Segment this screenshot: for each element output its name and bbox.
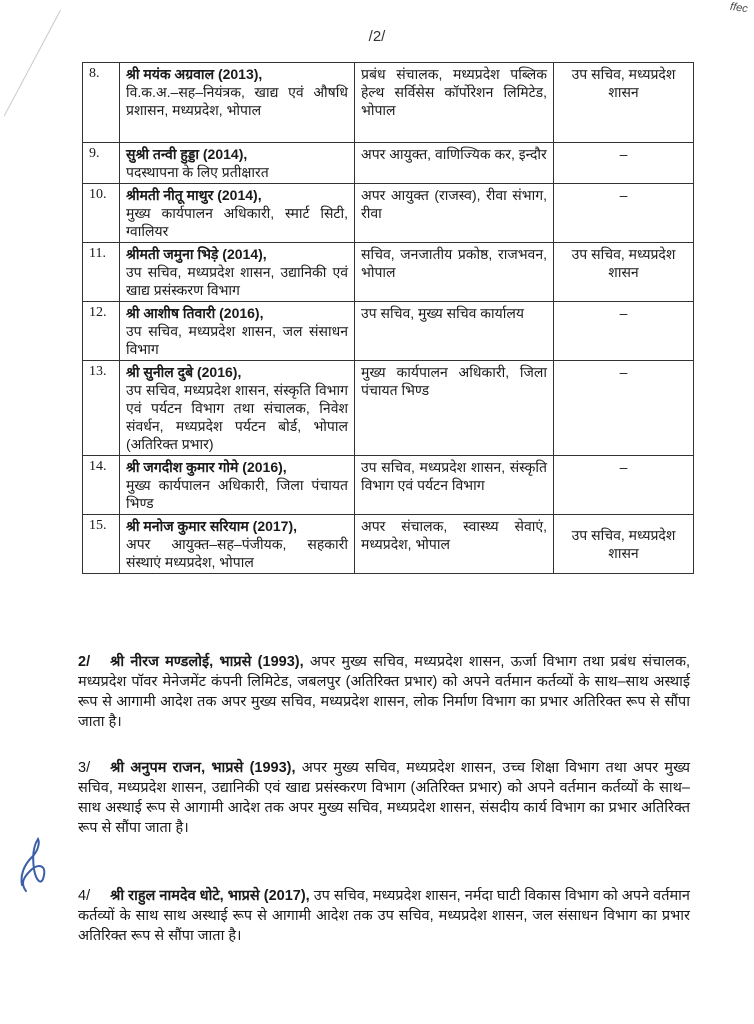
additional-charge: – — [554, 143, 694, 184]
table-row — [83, 184, 694, 243]
table-row — [83, 456, 694, 515]
additional-charge: – — [554, 302, 694, 361]
additional-charge: उप सचिव, मध्यप्रदेश शासन — [554, 515, 694, 574]
order-paragraph-3 — [78, 758, 690, 838]
officer-cell — [120, 184, 355, 243]
additional-charge: – — [554, 361, 694, 456]
officer-cell — [120, 361, 355, 456]
table-row — [83, 243, 694, 302]
officer-name: श्री नीरज मण्डलोई, भाप्रसे (1993), — [110, 654, 304, 670]
table-row — [83, 143, 694, 184]
officer-cell — [120, 63, 355, 143]
paragraph-text: अपर मुख्य सचिव, मध्यप्रदेश शासन, ऊर्जा विभाग तथा प्रबंध संचालक, मध्यप्रदेश पॉवर मेनेजमेंट कंपनी लिमिटेड, जबलपुर (अतिरिक्त प्रभार) को अपने वर्तमान कर्तव्यों के साथ–साथ अस्थाई रूप से आगामी आदेश तक अपर मुख्य सचिव, मध्यप्रदेश शासन, लोक निर्माण विभाग का प्रभार अतिरिक्त रूप से सौंपा जाता है। — [78, 654, 690, 730]
officer-name: श्री आशीष तिवारी (2016), — [126, 305, 264, 321]
officer-cell — [120, 302, 355, 361]
serial-number: 14. — [83, 456, 120, 515]
officer-cell — [120, 515, 355, 574]
new-post: उप सचिव, मध्यप्रदेश शासन, संस्कृति विभाग एवं पर्यटन विभाग — [355, 456, 554, 515]
serial-number: 15. — [83, 515, 120, 574]
officer-name: श्रीमती नीतू माथुर (2014), — [126, 187, 262, 203]
officer-cell — [120, 143, 355, 184]
new-post: अपर संचालक, स्वास्थ्य सेवाएं, मध्यप्रदेश, भोपाल — [355, 515, 554, 574]
table-row — [83, 361, 694, 456]
additional-charge: उप सचिव, मध्यप्रदेश शासन — [554, 243, 694, 302]
page-number: /2/ — [368, 28, 386, 45]
paragraph-text: उप सचिव, मध्यप्रदेश शासन, नर्मदा घाटी विकास विभाग को अपने वर्तमान कर्तव्यों के साथ साथ अस्थाई रूप से आगामी आदेश तक उप सचिव, मध्यप्रदेश शासन, जल संसाधन विभाग का प्रभार अतिरिक्त रूप से सौंपा जाता है। — [78, 888, 690, 944]
paragraph-number: 4/ — [78, 888, 91, 904]
current-post: पदस्थापना के लिए प्रतीक्षारत — [126, 164, 269, 180]
order-paragraph-4 — [78, 886, 690, 946]
table-row — [83, 515, 694, 574]
new-post: उप सचिव, मुख्य सचिव कार्यालय — [355, 302, 554, 361]
new-post: अपर आयुक्त, वाणिज्यिक कर, इन्दौर — [355, 143, 554, 184]
officer-cell — [120, 243, 355, 302]
officer-name: श्री मयंक अग्रवाल (2013), — [126, 66, 263, 82]
additional-charge: उप सचिव, मध्यप्रदेश शासन — [554, 63, 694, 143]
officer-name: श्री अनुपम राजन, भाप्रसे (1993), — [110, 760, 296, 776]
serial-number: 11. — [83, 243, 120, 302]
officer-name: श्री सुनील दुबे (2016), — [126, 364, 242, 380]
officer-name: श्री जगदीश कुमार गोमे (2016), — [126, 459, 287, 475]
serial-number: 12. — [83, 302, 120, 361]
new-post: अपर आयुक्त (राजस्व), रीवा संभाग, रीवा — [355, 184, 554, 243]
officer-name: सुश्री तन्वी हुड्डा (2014), — [126, 146, 248, 162]
paragraph-text: अपर मुख्य सचिव, मध्यप्रदेश शासन, उच्च शिक्षा विभाग तथा अपर मुख्य सचिव, मध्यप्रदेश शासन, उद्यानिकी एवं खाद्य प्रसंस्करण विभाग (अतिरिक्त प्रभार) को अपने वर्तमान कर्तव्यों के साथ–साथ अस्थाई रूप से आगामी आदेश तक अपर मुख्य सचिव, मध्यप्रदेश शासन, संसदीय कार्य विभाग का प्रभार अतिरिक्त रूप से सौंपा जाता है। — [78, 760, 690, 836]
new-post: सचिव, जनजातीय प्रकोष्ठ, राजभवन, भोपाल — [355, 243, 554, 302]
handwritten-signature — [12, 835, 52, 895]
serial-number: 9. — [83, 143, 120, 184]
officer-cell — [120, 456, 355, 515]
officer-name: श्री राहुल नामदेव धोटे, भाप्रसे (2017), — [110, 888, 310, 904]
transfer-table — [82, 62, 694, 574]
new-post: प्रबंध संचालक, मध्यप्रदेश पब्लिक हेल्थ सर्विसेस कॉर्पोरेशन लिमिटेड, भोपाल — [355, 63, 554, 143]
paragraph-number: 2/ — [78, 654, 91, 670]
paper-fold-line — [4, 10, 61, 116]
serial-number: 13. — [83, 361, 120, 456]
current-post: अपर आयुक्त–सह–पंजीयक, सहकारी संस्थाएं मध्यप्रदेश, भोपाल — [126, 536, 348, 570]
corner-mark: ffec — [729, 0, 749, 16]
officer-name: श्रीमती जमुना भिड़े (2014), — [126, 246, 267, 262]
new-post: मुख्य कार्यपालन अधिकारी, जिला पंचायत भिण्ड — [355, 361, 554, 456]
serial-number: 8. — [83, 63, 120, 143]
additional-charge: – — [554, 456, 694, 515]
additional-charge: – — [554, 184, 694, 243]
paragraph-number: 3/ — [78, 760, 91, 776]
current-post: मुख्य कार्यपालन अधिकारी, स्मार्ट सिटी, ग्वालियर — [126, 205, 348, 239]
current-post: वि.क.अ.–सह–नियंत्रक, खाद्य एवं औषधि प्रशासन, मध्यप्रदेश, भोपाल — [126, 84, 348, 118]
table-row — [83, 63, 694, 143]
order-paragraph-2 — [78, 652, 690, 732]
serial-number: 10. — [83, 184, 120, 243]
officer-name: श्री मनोज कुमार सरियाम (2017), — [126, 518, 298, 534]
current-post: उप सचिव, मध्यप्रदेश शासन, जल संसाधन विभाग — [126, 323, 348, 357]
table-row — [83, 302, 694, 361]
current-post: उप सचिव, मध्यप्रदेश शासन, उद्यानिकी एवं खाद्य प्रसंस्करण विभाग — [126, 264, 348, 298]
current-post: उप सचिव, मध्यप्रदेश शासन, संस्कृति विभाग एवं पर्यटन विभाग तथा संचालक, निवेश संवर्धन, मध्यप्रदेश पर्यटन बोर्ड, भोपाल (अतिरिक्त प्रभार) — [126, 382, 348, 452]
current-post: मुख्य कार्यपालन अधिकारी, जिला पंचायत भिण्ड — [126, 477, 348, 511]
